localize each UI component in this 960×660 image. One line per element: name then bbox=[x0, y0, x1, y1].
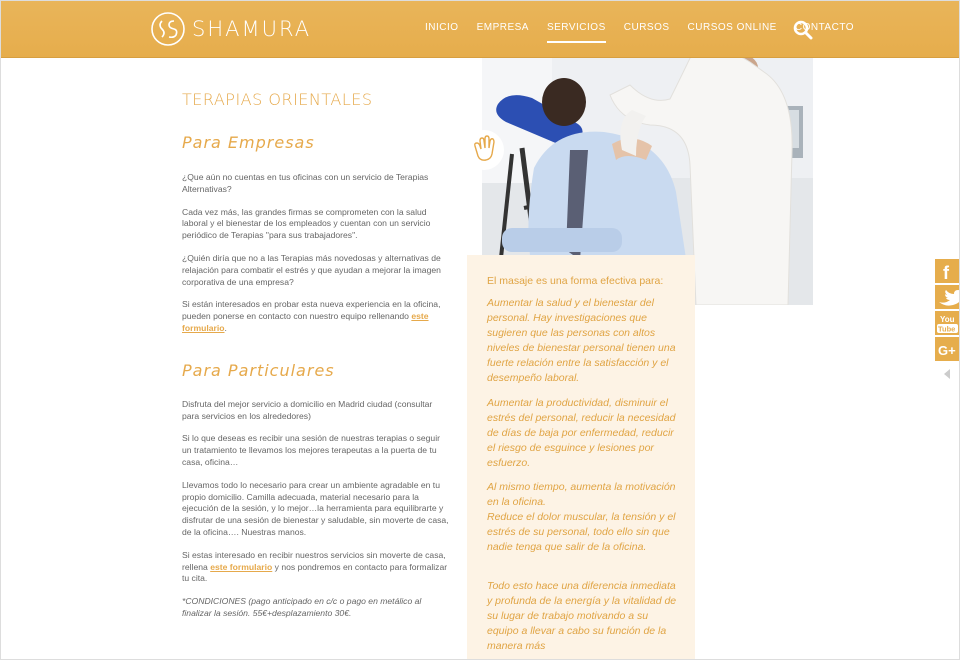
facebook-glyph: f bbox=[943, 263, 949, 283]
site-logo[interactable] bbox=[150, 11, 311, 47]
twitter-icon bbox=[935, 285, 960, 310]
search-icon[interactable] bbox=[793, 20, 813, 40]
nav-cursos-online[interactable]: CURSOS ONLINE bbox=[687, 22, 777, 33]
empresas-heading: Para Empresas bbox=[182, 133, 315, 152]
particulares-contact-paragraph bbox=[182, 550, 450, 585]
hand-icon bbox=[464, 130, 504, 170]
site-header bbox=[0, 0, 960, 58]
benefit-paragraph: Reduce el dolor muscular, la tensión y el estrés de su personal, todo ello sin que nadie tenga que salir de la oficina. bbox=[487, 511, 676, 553]
nav-inicio[interactable]: INICIO bbox=[425, 22, 459, 33]
brand-name: SHAMURA bbox=[192, 17, 312, 41]
youtube-button[interactable] bbox=[935, 310, 960, 335]
particulares-contact-end: y nos pondremos en contacto para formalizar tu cita. bbox=[182, 561, 448, 584]
empresas-form-link[interactable]: este formulario bbox=[182, 311, 429, 333]
youtube-icon bbox=[935, 311, 960, 336]
youtube-glyph-bottom: Tube bbox=[938, 324, 956, 334]
page-title: TERAPIAS ORIENTALES bbox=[182, 90, 373, 109]
particulares-form-link[interactable]: este formulario bbox=[210, 561, 273, 572]
nav-servicios[interactable]: SERVICIOS bbox=[546, 22, 606, 33]
benefit-paragraph: Todo esto hace una diferencia inmediata y profunda de la energía y la vitalidad de su lugar de trabajo motivando a su equipo a llevar a cabo su función de la manera más bbox=[487, 580, 677, 652]
googleplus-button[interactable] bbox=[935, 336, 960, 361]
benefits-intro: El masaje es una forma efectiva para: bbox=[487, 275, 664, 287]
particulares-paragraph: Disfruta del mejor servicio a domicilio en Madrid ciudad (consultar para servicios en los alrededores) bbox=[182, 398, 433, 421]
empresas-contact-text: Si están interesados en probar esta nueva experiencia en la oficina, pueden ponerse en contacto con nuestro equipo rellenando bbox=[182, 299, 441, 322]
conditions-note: *CONDICIONES (pago anticipado en c/c o pago en metálico al finalizar la sesión. 55€+desplazamiento 30€. bbox=[182, 596, 422, 618]
empresas-contact-paragraph bbox=[182, 299, 450, 334]
empresas-contact-end: . bbox=[224, 322, 227, 333]
nav-empresa[interactable]: EMPRESA bbox=[476, 22, 529, 33]
shamura-logo-icon bbox=[150, 11, 186, 47]
main-content bbox=[182, 90, 450, 620]
particulares-contact-text: Si estas interesado en recibir nuestros servicios sin moverte de casa, rellena bbox=[182, 549, 446, 572]
particulares-paragraph: Si lo que deseas es recibir una sesión de nuestras terapias o seguir un tratamiento te llevamos los mejores terapeutas a la puerta de tu casa, oficina… bbox=[182, 433, 440, 467]
empresas-paragraph: ¿Quién diría que no a las Terapias más novedosas y alternativas de relajación para combatir el estrés y que ayudan a mejorar la imagen corporativa de una empresa? bbox=[182, 252, 441, 287]
nav-cursos[interactable]: CURSOS bbox=[623, 22, 670, 33]
twitter-button[interactable] bbox=[935, 284, 960, 309]
googleplus-icon bbox=[935, 337, 960, 362]
hand-icon-badge bbox=[464, 130, 504, 170]
benefits-panel bbox=[467, 255, 695, 660]
youtube-glyph-top: You bbox=[940, 315, 955, 324]
benefit-paragraph: Aumentar la productividad, disminuir el estrés del personal, reducir la necesidad de días de baja por enfermedad, reducir el riesgo de esguince y lesiones por esfuerzo. bbox=[487, 397, 676, 469]
particulares-paragraph: Llevamos todo lo necesario para crear un ambiente agradable en tu propio domicilio. Camilla adecuada, material necesario para la ejecución de la sesión, y lo mejor…la herramienta para equilibrarte y disfrutar de una sesión de bienestar y saludable, sin moverte de casa, de la oficina…. Nuestras manos. bbox=[182, 479, 449, 537]
googleplus-glyph: G+ bbox=[938, 343, 956, 358]
particulares-heading: Para Particulares bbox=[182, 360, 335, 380]
facebook-icon bbox=[935, 259, 960, 284]
benefit-paragraph: Aumentar la salud y el bienestar del personal. Hay investigaciones que sugieren que las personas con altos niveles de bienestar personal tienen una fuerte relación entre la satisfacción y el desempeño laboral. bbox=[487, 297, 676, 384]
facebook-button[interactable] bbox=[935, 258, 960, 283]
nav-contacto[interactable]: CONTACTO bbox=[794, 22, 855, 33]
benefit-paragraph: Al mismo tiempo, aumenta la motivación en la oficina. bbox=[487, 481, 676, 508]
empresas-paragraph: Cada vez más, las grandes firmas se comprometen con la salud laboral y el bienestar de los empleados y cuentan con un servicio periódico de Terapias "para sus trabajadores". bbox=[182, 206, 431, 241]
collapse-social-icon[interactable] bbox=[942, 368, 952, 380]
empresas-paragraph: ¿Que aún no cuentas en tus oficinas con un servicio de Terapias Alternativas? bbox=[182, 172, 429, 194]
